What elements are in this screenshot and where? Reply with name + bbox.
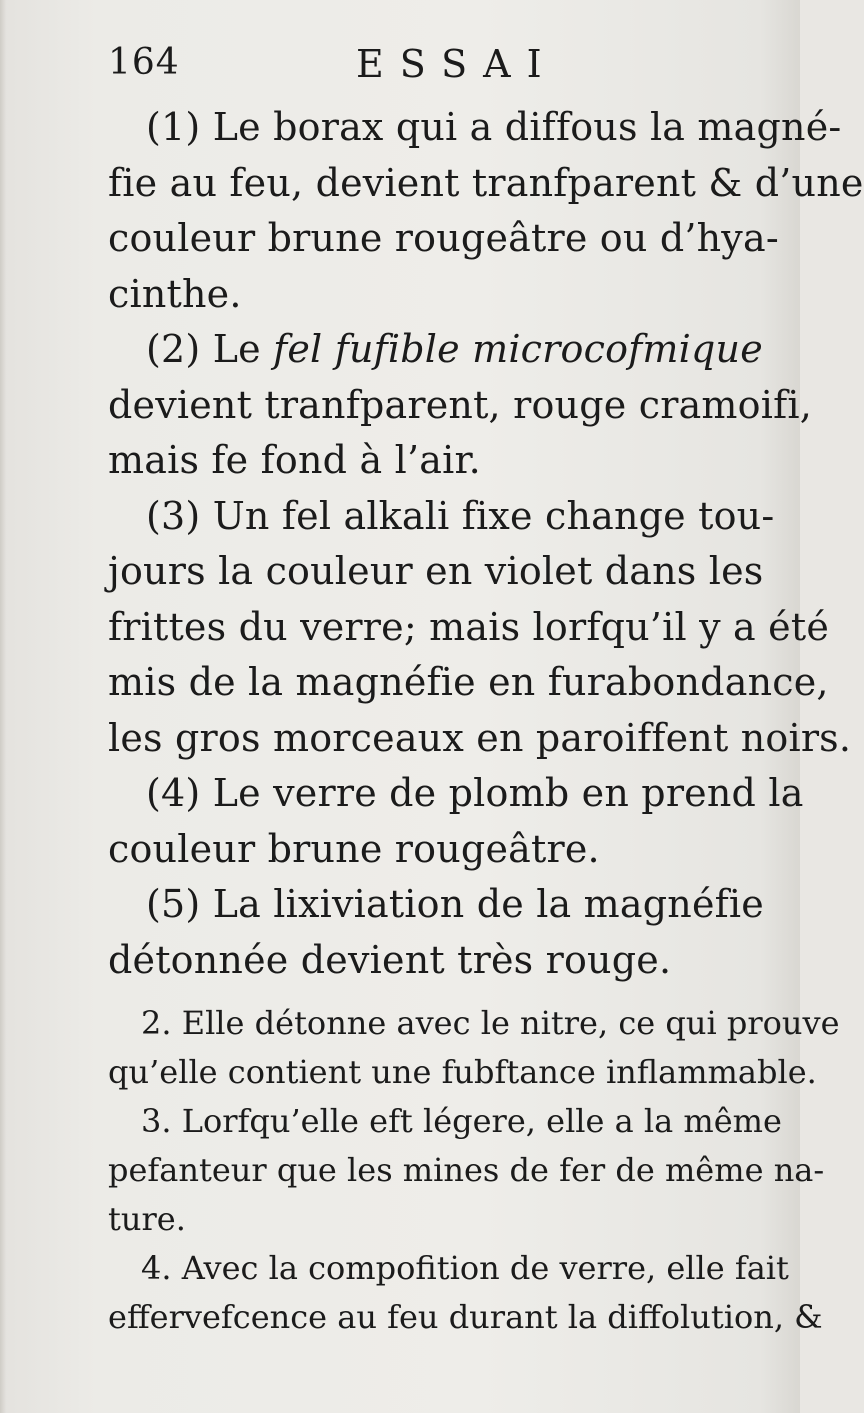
text-line: mais fe fond à l’air. — [108, 438, 481, 482]
text-line: couleur brune rougeâtre ou d’hya- — [108, 216, 779, 260]
text-line: les gros morceaux en paroiffent noirs. — [108, 715, 852, 760]
running-head: ESSAI — [356, 42, 558, 86]
page-edge-shadow — [0, 0, 6, 1413]
text-line: devient tranfparent, rouge cramoifi, — [108, 382, 812, 427]
text-line — [108, 322, 770, 378]
text-line: qu’elle contient une fubftance inflammable. — [108, 1053, 817, 1091]
note-4 — [108, 766, 804, 877]
text-line: effervefcence au feu durant la diffolution, & — [108, 1298, 823, 1336]
text-line: (4) Le verre de plomb en prend la — [146, 771, 804, 815]
text-line: cinthe. — [108, 271, 242, 316]
text-line: (3) Un fel alkali fixe change tou- — [146, 493, 775, 538]
text-line: 3. Lorfqu’elle eft légere, elle a la même — [141, 1102, 782, 1140]
text-line: fie au feu, devient tranfparent & d’une — [108, 160, 864, 205]
text-line: 4. Avec la compofition de verre, elle fait — [141, 1249, 789, 1287]
text-line: ture. — [108, 1200, 186, 1238]
note-1 — [108, 100, 864, 322]
page-header — [108, 42, 768, 92]
note-2-prefix: (2) Le — [146, 327, 274, 371]
note-2-italic-term: fel fufible microcofmique — [273, 327, 763, 371]
text-line: détonnée devient très rouge. — [108, 937, 672, 982]
text-line: (5) La lixiviation de la magnéfie — [146, 882, 764, 926]
point-2 — [108, 999, 840, 1097]
text-line: (1) Le borax qui a diffous la magné- — [146, 105, 842, 149]
text-line: jours la couleur en violet dans les — [108, 549, 764, 593]
page-number: 164 — [108, 42, 180, 83]
note-5 — [108, 877, 770, 988]
note-2 — [108, 322, 812, 489]
body-text — [108, 100, 864, 1342]
text-line: 2. Elle détonne avec le nitre, ce qui prouve — [141, 1004, 840, 1042]
text-line: pefanteur que les mines de fer de même na- — [108, 1151, 825, 1189]
text-line: couleur brune rougeâtre. — [108, 826, 600, 871]
text-line: mis de la magnéfie en furabondance, — [108, 660, 829, 704]
text-line: frittes du verre; mais lorfqu’il y a été — [108, 604, 830, 649]
note-3 — [108, 489, 852, 767]
point-3 — [108, 1097, 825, 1244]
point-4 — [108, 1244, 823, 1342]
